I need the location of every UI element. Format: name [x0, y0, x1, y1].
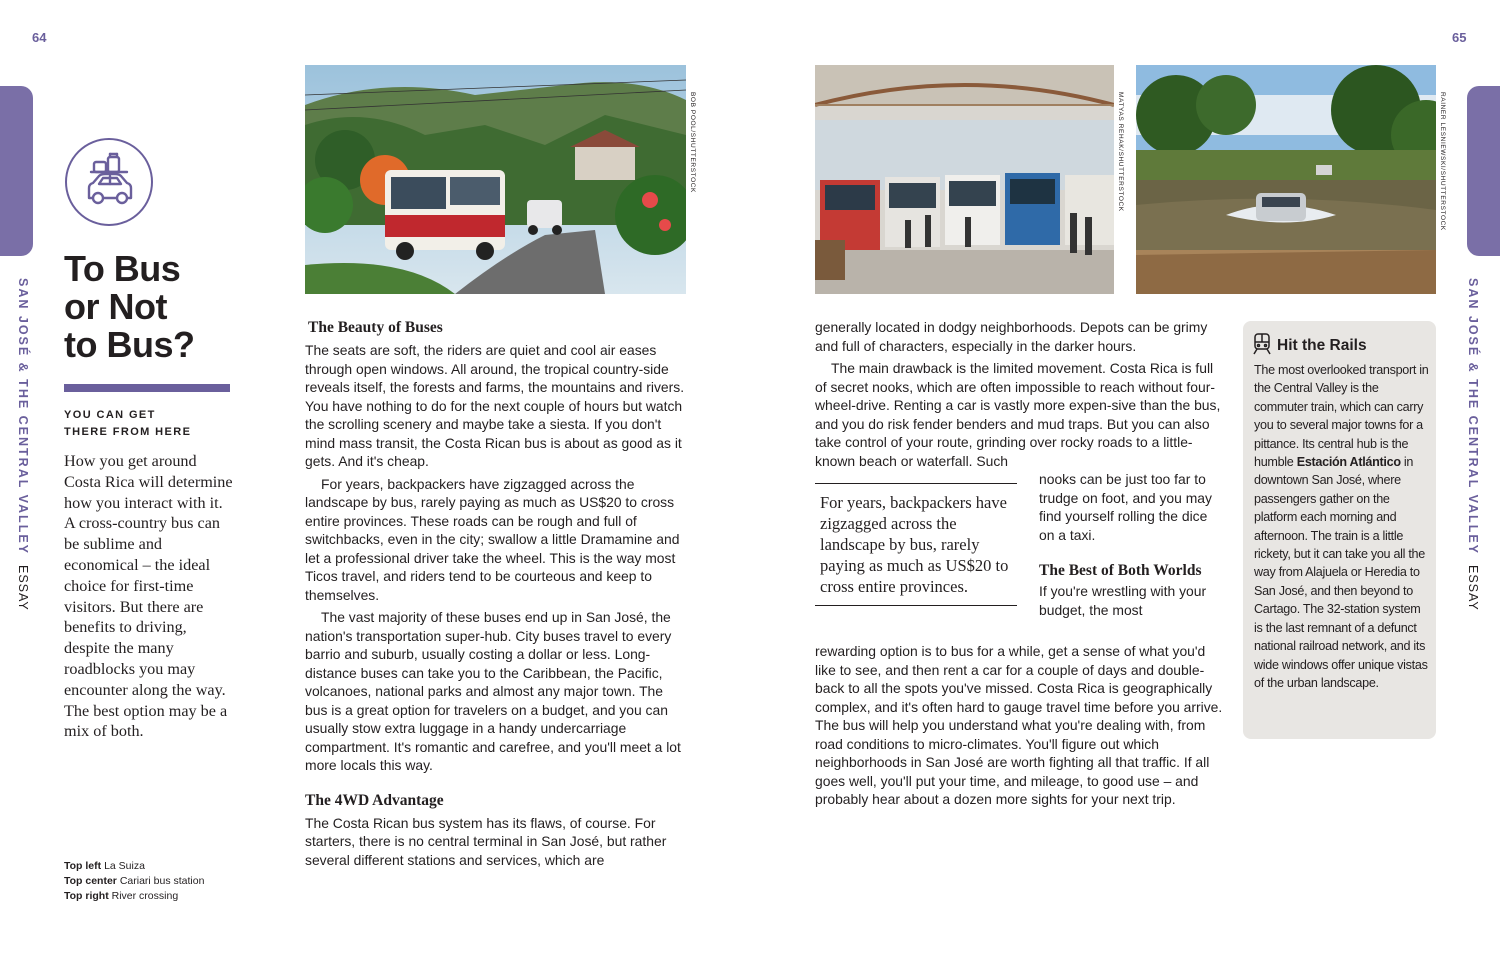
paragraph: nooks can be just too far to trudge on foot, and you may find yourself rolling the dice on a taxi. — [1039, 471, 1212, 543]
photo-bus-road — [305, 65, 686, 294]
running-head-section: SAN JOSÉ & THE CENTRAL VALLEY — [1466, 278, 1480, 556]
sidebar-text-part: in downtown San José, where passengers gather on the platform each morning and afternoon. The train is a little rickety, but it can take you all the way from Alajuela or Heredia to San José, and then beyond to Cartago. The 32-station system is the last remnant of a defunct national railroad network, and its wide windows offer unique vistas of the urban landscape. — [1254, 455, 1428, 690]
kicker-line: THERE FROM HERE — [64, 426, 192, 438]
sidebar-text-part: The most overlooked transport in the Central Valley is the commuter train, which can carry you to several major towns for a pittance. Its central hub is the humble — [1254, 363, 1429, 470]
running-head-left — [16, 278, 30, 611]
train-icon — [1253, 333, 1271, 355]
paragraph: If you're wrestling with your budget, the most — [1039, 583, 1207, 618]
section-heading: The Best of Both Worlds — [1039, 562, 1202, 579]
sidebar-title: Hit the Rails — [1277, 337, 1367, 354]
running-head-label: ESSAY — [1466, 565, 1480, 611]
caption-item: Top right River crossing — [64, 890, 179, 902]
page-number-right: 65 — [1452, 30, 1467, 45]
article-column-2-wrap — [1039, 470, 1223, 619]
article-title — [64, 250, 264, 364]
sidebar-text — [1254, 361, 1430, 692]
paragraph: For years, backpackers have zigzagged across the landscape by bus, rarely paying as much as US$20 to cross entire provinces. These roads can be rough and full of switchbacks, even in the city; swallow a little Dramamine and let a professional driver take the wheel. This is the way most Ticos travel, and riders tend to be courteous and keep to themselves. — [305, 475, 680, 603]
section-heading: The Beauty of Buses — [308, 319, 443, 336]
title-line: To Bus — [64, 248, 181, 289]
kicker — [64, 407, 234, 441]
kicker-line: YOU CAN GET — [64, 409, 156, 421]
photo-river-crossing — [1136, 65, 1436, 294]
page-number-left: 64 — [32, 30, 47, 45]
title-rule — [64, 384, 230, 392]
section-tab-left — [0, 86, 33, 256]
photo-credit: MATYAS REHAK/SHUTTERSTOCK — [1117, 92, 1124, 212]
paragraph: rewarding option is to bus for a while, get a sense of what you'd like to see, and then rent a car for a couple of days and double-back to all the spots you've missed. Costa Rica is geographically complex, and it's often hard to gauge travel time before you arrive. The bus will help you understand what you're dealing with, from road conditions to micro-climates. You'll figure out which neighborhoods in San José are worth fighting all that traffic. If all goes well, you'll put your time, and mileage, to good use – and probably hear about a dozen more sights for your next trip. — [815, 643, 1223, 807]
paragraph: The vast majority of these buses end up in San José, the nation's transportation super-hub. City buses travel to every barrio and suburb, usually costing a dollar or less. Long-distance buses can take you to the Caribbean, the Pacific, volcanoes, national parks and almost any major town. The bus is a great option for travelers on a budget, and you can usually stow extra luggage in a handy undercarriage compartment. It's romantic and carefree, and you'll meet a lot more locals this way. — [305, 609, 681, 773]
section-heading: The 4WD Advantage — [305, 791, 444, 809]
article-column-2-bottom — [815, 642, 1225, 809]
section-tab-right — [1467, 86, 1500, 256]
paragraph: The main drawback is the limited movement. Costa Rica is full of secret nooks, which are often impossible to reach without four-wheel-drive. Renting a car is vastly more expen-sive than the bus, and you do risk fender benders and mud traps. But you can also take control of your route, grinding over rocky roads to a little-known beach or waterfall. Such — [815, 360, 1221, 469]
photo-bus-station — [815, 65, 1114, 294]
paragraph: The Costa Rican bus system has its flaws, of course. For starters, there is no central terminal in San José, but rather several different stations and services, which are — [305, 814, 667, 868]
article-column-2-top — [815, 318, 1223, 470]
sidebar-bold-place: Estación Atlántico — [1296, 455, 1401, 470]
paragraph: generally located in dodgy neighborhoods. Depots can be grimy and full of characters, especially in the darker hours. — [815, 319, 1208, 354]
photo-credit: RAINER LESNIEWSKI/SHUTTERSTOCK — [1439, 92, 1446, 231]
intro-text: How you get around Costa Rica will determine how you interact with it. A cross-country bus can be sublime and economical – the ideal choice for first-time visitors. But there are benefits to driving, despite the many roadblocks you may encounter along the way. The best option may be a mix of both. — [64, 452, 233, 741]
title-line: to Bus? — [64, 324, 195, 365]
article-column-1 — [305, 318, 685, 869]
paragraph: The seats are soft, the riders are quiet and cool air eases through open windows. All around, the tropical country-side reveals itself, the forests and farms, the mountains and rivers. You have nothing to do for the next couple of hours but watch the scrolling scenery and maybe take a siesta. If you don't mind mass transit, the Costa Rican bus is about as good as it gets. And it's cheap. — [305, 342, 685, 469]
title-line: or Not — [64, 286, 167, 327]
photo-credit: BOB POOL/SHUTTERSTOCK — [689, 92, 696, 193]
running-head-label: ESSAY — [16, 565, 30, 611]
running-head-section: SAN JOSÉ & THE CENTRAL VALLEY — [16, 278, 30, 556]
running-head-right — [1466, 278, 1480, 611]
photo-captions — [64, 859, 264, 904]
pull-quote: For years, backpackers have zigzagged across the landscape by bus, rarely paying as much as US$20 to cross entire provinces. — [815, 483, 1017, 606]
car-luggage-icon — [65, 138, 153, 226]
caption-item: Top left La Suiza — [64, 860, 145, 872]
caption-item: Top center Cariari bus station — [64, 875, 205, 887]
